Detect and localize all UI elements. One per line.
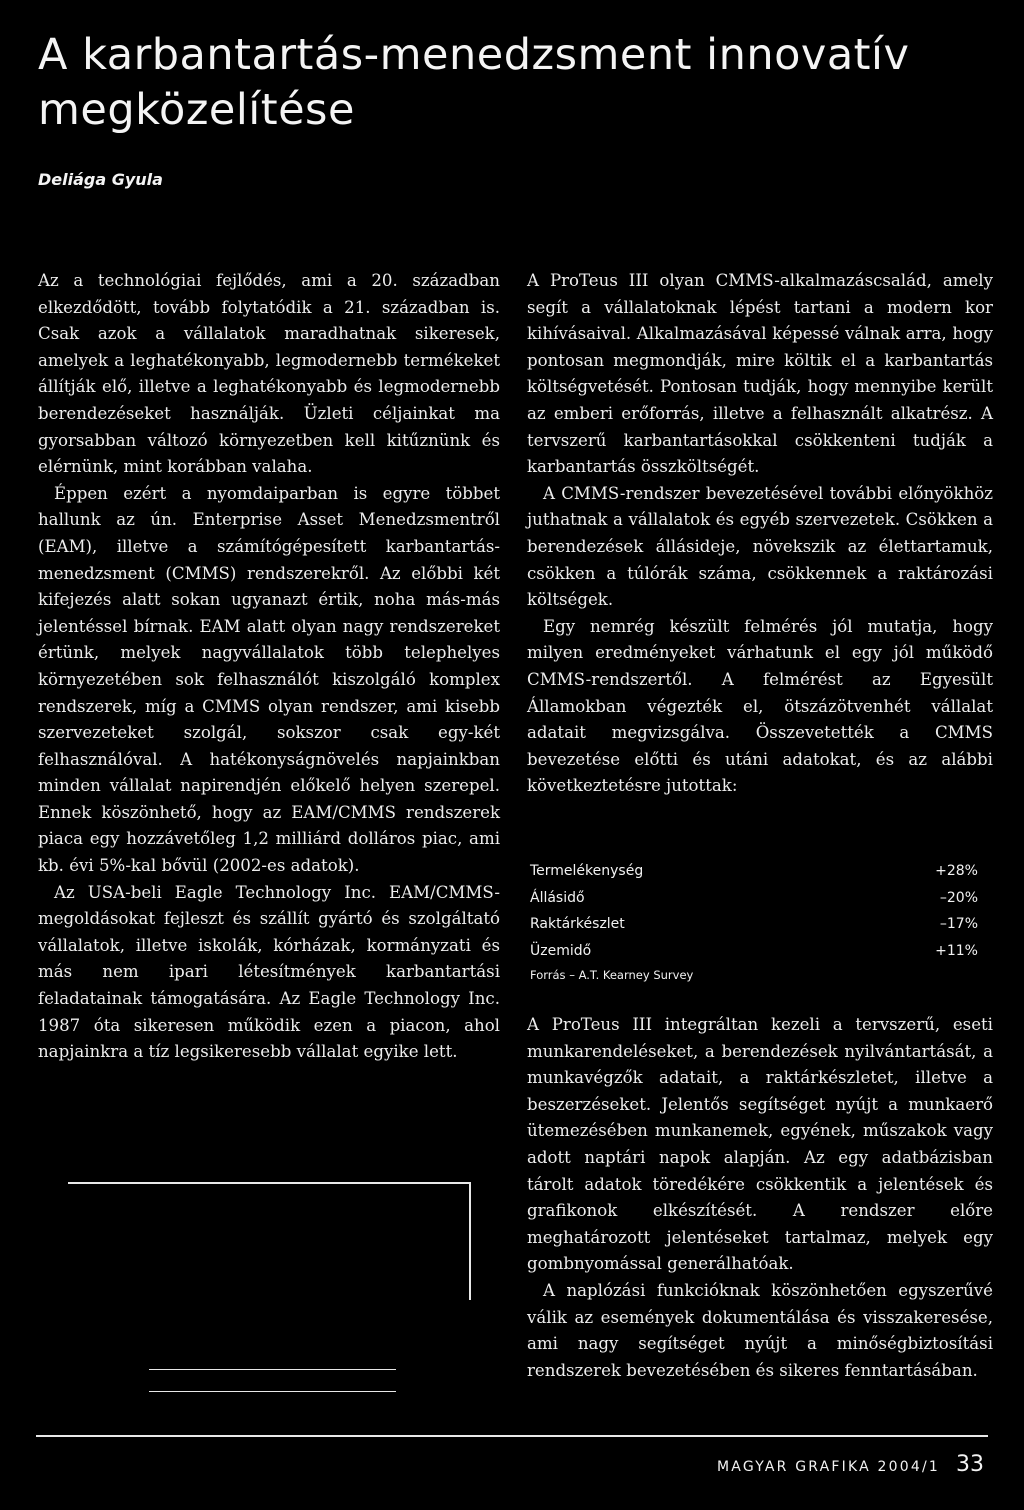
paragraph: A ProTeus III olyan CMMS-alkalmazáscsalád, amely segít a vállalatoknak lépést tartani a modern kor kihívásaival. Alkalmazásával képessé válnak arra, hogy pontosan megmondják, mire költik el a karbantartás költségvetését. Pontosan tudják, hogy mennyibe került az emberi erőforrás, illetve a felhasznált alkatrész. A tervszerű karbantartásokkal csökkenteni tudják a karbantartás összköltségét. xyxy=(527,271,993,477)
short-rule xyxy=(149,1391,396,1392)
box-rule-side xyxy=(469,1182,471,1300)
stat-value: +28% xyxy=(935,863,978,879)
stat-row xyxy=(530,858,978,885)
stat-row xyxy=(530,885,978,912)
page-number: 33 xyxy=(956,1452,984,1477)
stat-value: –20% xyxy=(939,889,978,906)
paragraph: Egy nemrég készült felmérés jól mutatja, hogy milyen eredményeket várhatunk el egy jól működő CMMS-rendszertől. A felmérést az Egyesült Államokban végezték el, ötszázötvenhét vállalat adatait megvizsgálva. Összevetették a CMMS bevezetése előtti és utáni adatokat, és az alábbi következtetésre jutottak: xyxy=(527,616,993,796)
paragraph: Az a technológiai fejlődés, ami a 20. században elkezdődött, tovább folytatódik a 21. században is. Csak azok a vállalatok maradhatnak sikeresek, amelyek a leghatékonyabb, legmodernebb termékeket állítják elő, illetve a leghatékonyabb és legmodernebb berendezéseket használják. Üzleti céljainkat ma gyorsabban változó környezetben kell kitűznünk és elérnünk, mint korábban valaha. xyxy=(38,271,500,477)
author-name: Deliága Gyula xyxy=(38,170,163,189)
paragraph: Éppen ezért a nyomdaiparban is egyre többet hallunk az ún. Enterprise Asset Menedzsmentről (EAM), illetve a számítógépesített karbantartás-menedzsment (CMMS) rendszerekről. Az előbbi két kifejezés alatt sokan ugyanazt értik, noha más-más jelentéssel bírnak. EAM alatt olyan nagy rendszereket értünk, melyek nagyvállalatok több telephelyes környezetében sok felhasználót kiszolgáló komplex rendszerek, míg a CMMS olyan rendszer, ami kisebb szervezeteket szolgál, sokszor csak egy-két felhasználóval. A hatékonyságnövelés napjainkban minden vállalat napirendjén előkelő helyen szerepel. Ennek köszönhető, hogy az EAM/CMMS rendszerek piaca egy hozzávetőleg 1,2 milliárd dolláros piac, ami kb. évi 5%-kal bővül (2002-es adatok). xyxy=(38,483,500,876)
stat-value: –17% xyxy=(939,916,978,932)
left-column xyxy=(38,268,500,1066)
box-rule-top xyxy=(68,1182,470,1184)
short-rule xyxy=(149,1369,396,1370)
stat-label: Termelékenység xyxy=(530,863,644,879)
stat-row xyxy=(530,938,978,965)
paragraph: Az USA-beli Eagle Technology Inc. EAM/CMMS-megoldásokat fejleszt és szállít gyártó és szolgáltató vállalatok, illetve iskolák, kórházak, kormányzati és más nem ipari létesítmények karbantartási feladatainak támogatására. Az Eagle Technology Inc. 1987 óta sikeresen működik ezen a piacon, ahol napjainkra a tíz legsikeresebb vállalat egyike lett. xyxy=(38,882,500,1062)
paragraph: A naplózási funkcióknak köszönhetően egyszerűvé válik az események dokumentálása és visszakeresése, ami nagy segítséget nyújt a minőségbiztosítási rendszerek bevezetésében és sikeres fenntartásában. xyxy=(527,1280,993,1380)
stat-label: Állásidő xyxy=(530,889,585,906)
stat-label: Üzemidő xyxy=(530,942,592,959)
stat-row xyxy=(530,911,978,938)
magazine-name: MAGYAR GRAFIKA 2004/1 xyxy=(717,1459,940,1475)
footer-rule xyxy=(36,1435,988,1437)
article-title: A karbantartás-menedzsment innovatív megközelítése xyxy=(38,30,910,135)
page-footer xyxy=(717,1452,984,1477)
stats-source: Forrás – A.T. Kearney Survey xyxy=(530,968,694,982)
right-column-bottom xyxy=(527,1012,993,1384)
paragraph: A ProTeus III integráltan kezeli a tervszerű, eseti munkarendeléseket, a berendezések nyilvántartását, a munkavégzők adatait, a raktárkészletet, illetve a beszerzéseket. Jelentős segítséget nyújt a munkaerő ütemezésében munkanemek, egyének, műszakok vagy adott naptári napok alapján. Az egy adatbázisban tárolt adatok töredékére csökkentik a jelentések és grafikonok elkészítését. A rendszer előre meghatározott jelentéseket tartalmaz, melyek egy gombnyomással generálhatóak. xyxy=(527,1015,993,1274)
right-column-top xyxy=(527,268,993,800)
survey-stats-table xyxy=(530,858,978,982)
stat-label: Raktárkészlet xyxy=(530,916,625,932)
paragraph: A CMMS-rendszer bevezetésével további előnyökhöz juthatnak a vállalatok és egyéb szervezetek. Csökken a berendezések állásideje, növekszik az élettartamuk, csökken a túlórák száma, csökkennek a raktározási költségek. xyxy=(527,483,993,610)
stat-value: +11% xyxy=(935,942,978,959)
